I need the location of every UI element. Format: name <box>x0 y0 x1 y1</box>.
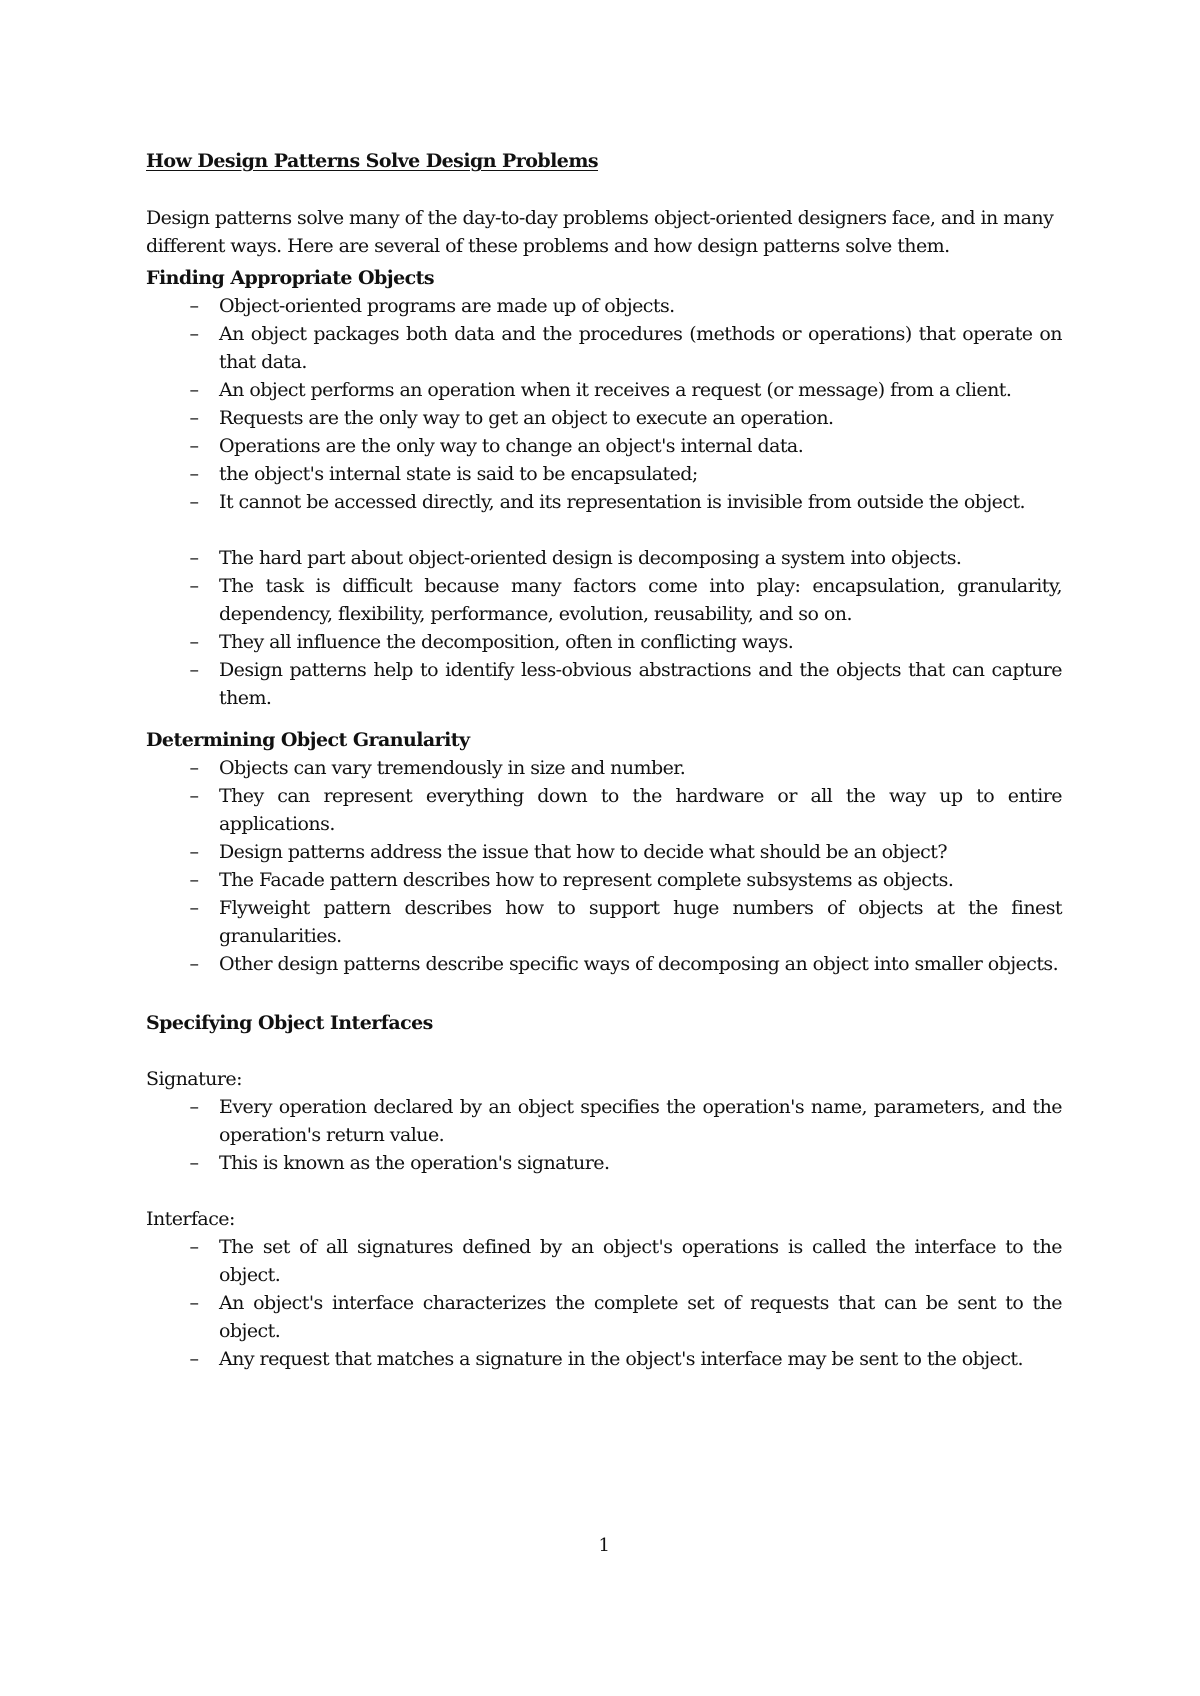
list-item: – They can represent everything down to the hardware or all the way up to entire applications. <box>146 782 1062 838</box>
section-object-interfaces <box>146 1009 1062 1373</box>
dash-bullet-icon: – <box>189 1152 199 1174</box>
dash-bullet-icon: – <box>189 575 199 597</box>
list-item: – An object's interface characterizes the complete set of requests that can be sent to the object. <box>146 1289 1062 1345</box>
dash-bullet-icon: – <box>189 841 199 863</box>
dash-bullet-icon: – <box>189 547 199 569</box>
dash-bullet-icon: – <box>189 491 199 513</box>
list-item: – The task is difficult because many factors come into play: encapsulation, granularity, dependency, flexibility, performance, evolution, reusability, and so on. <box>146 572 1062 628</box>
list-item: – Design patterns help to identify less-obvious abstractions and the objects that can capture them. <box>146 656 1062 712</box>
dash-bullet-icon: – <box>189 1236 199 1258</box>
dash-bullet-icon: – <box>189 379 199 401</box>
dash-bullet-icon: – <box>189 785 199 807</box>
list-item: – An object packages both data and the procedures (methods or operations) that operate on that data. <box>146 320 1062 376</box>
list-item: – Flyweight pattern describes how to support huge numbers of objects at the finest granularities. <box>146 894 1062 950</box>
list-item: – Requests are the only way to get an object to execute an operation. <box>146 404 1062 432</box>
bullet-list <box>146 754 1062 978</box>
dash-bullet-icon: – <box>189 631 199 653</box>
dash-bullet-icon: – <box>189 897 199 919</box>
intro-paragraph: Design patterns solve many of the day-to-day problems object-oriented designers face, and in many different ways. Here are several of these problems and how design patterns solve them. <box>146 207 1054 257</box>
list-item: – The Facade pattern describes how to represent complete subsystems as objects. <box>146 866 1062 894</box>
document-page <box>146 0 1062 1696</box>
list-item: – An object performs an operation when it receives a request (or message) from a client. <box>146 376 1062 404</box>
list-item: – Object-oriented programs are made up of objects. <box>146 292 1062 320</box>
dash-bullet-icon: – <box>189 435 199 457</box>
bullet-list <box>146 1093 1062 1177</box>
bullet-list <box>146 544 1062 712</box>
dash-bullet-icon: – <box>189 757 199 779</box>
section-heading: Finding Appropriate Objects <box>146 267 435 289</box>
dash-bullet-icon: – <box>189 1292 199 1314</box>
list-item: – They all influence the decomposition, often in conflicting ways. <box>146 628 1062 656</box>
list-item: – Any request that matches a signature in the object's interface may be sent to the object. <box>146 1345 1062 1373</box>
list-item: – Design patterns address the issue that how to decide what should be an object? <box>146 838 1062 866</box>
list-item: – Objects can vary tremendously in size and number. <box>146 754 1062 782</box>
dash-bullet-icon: – <box>189 323 199 345</box>
interface-label: Interface: <box>146 1208 235 1230</box>
list-item: – Every operation declared by an object specifies the operation's name, parameters, and the operation's return value. <box>146 1093 1062 1149</box>
page-title: How Design Patterns Solve Design Problems <box>146 150 599 172</box>
list-item: – The set of all signatures defined by an object's operations is called the interface to the object. <box>146 1233 1062 1289</box>
section-finding-objects <box>146 264 1062 712</box>
list-item: – The hard part about object-oriented design is decomposing a system into objects. <box>146 544 1062 572</box>
dash-bullet-icon: – <box>189 407 199 429</box>
list-item: – Operations are the only way to change an object's internal data. <box>146 432 1062 460</box>
section-heading: Specifying Object Interfaces <box>146 1012 433 1034</box>
dash-bullet-icon: – <box>189 1096 199 1118</box>
section-object-granularity <box>146 726 1062 978</box>
dash-bullet-icon: – <box>189 1348 199 1370</box>
list-item: – the object's internal state is said to be encapsulated; <box>146 460 1062 488</box>
signature-label: Signature: <box>146 1068 242 1090</box>
dash-bullet-icon: – <box>189 659 199 681</box>
section-heading: Determining Object Granularity <box>146 729 470 751</box>
dash-bullet-icon: – <box>189 463 199 485</box>
bullet-list <box>146 1233 1062 1373</box>
page-number: 1 <box>598 1535 610 1556</box>
bullet-list <box>146 292 1062 516</box>
dash-bullet-icon: – <box>189 295 199 317</box>
dash-bullet-icon: – <box>189 953 199 975</box>
dash-bullet-icon: – <box>189 869 199 891</box>
list-item: – This is known as the operation's signature. <box>146 1149 1062 1177</box>
list-item: – It cannot be accessed directly, and its representation is invisible from outside the object. <box>146 488 1062 516</box>
list-item: – Other design patterns describe specific ways of decomposing an object into smaller objects. <box>146 950 1062 978</box>
